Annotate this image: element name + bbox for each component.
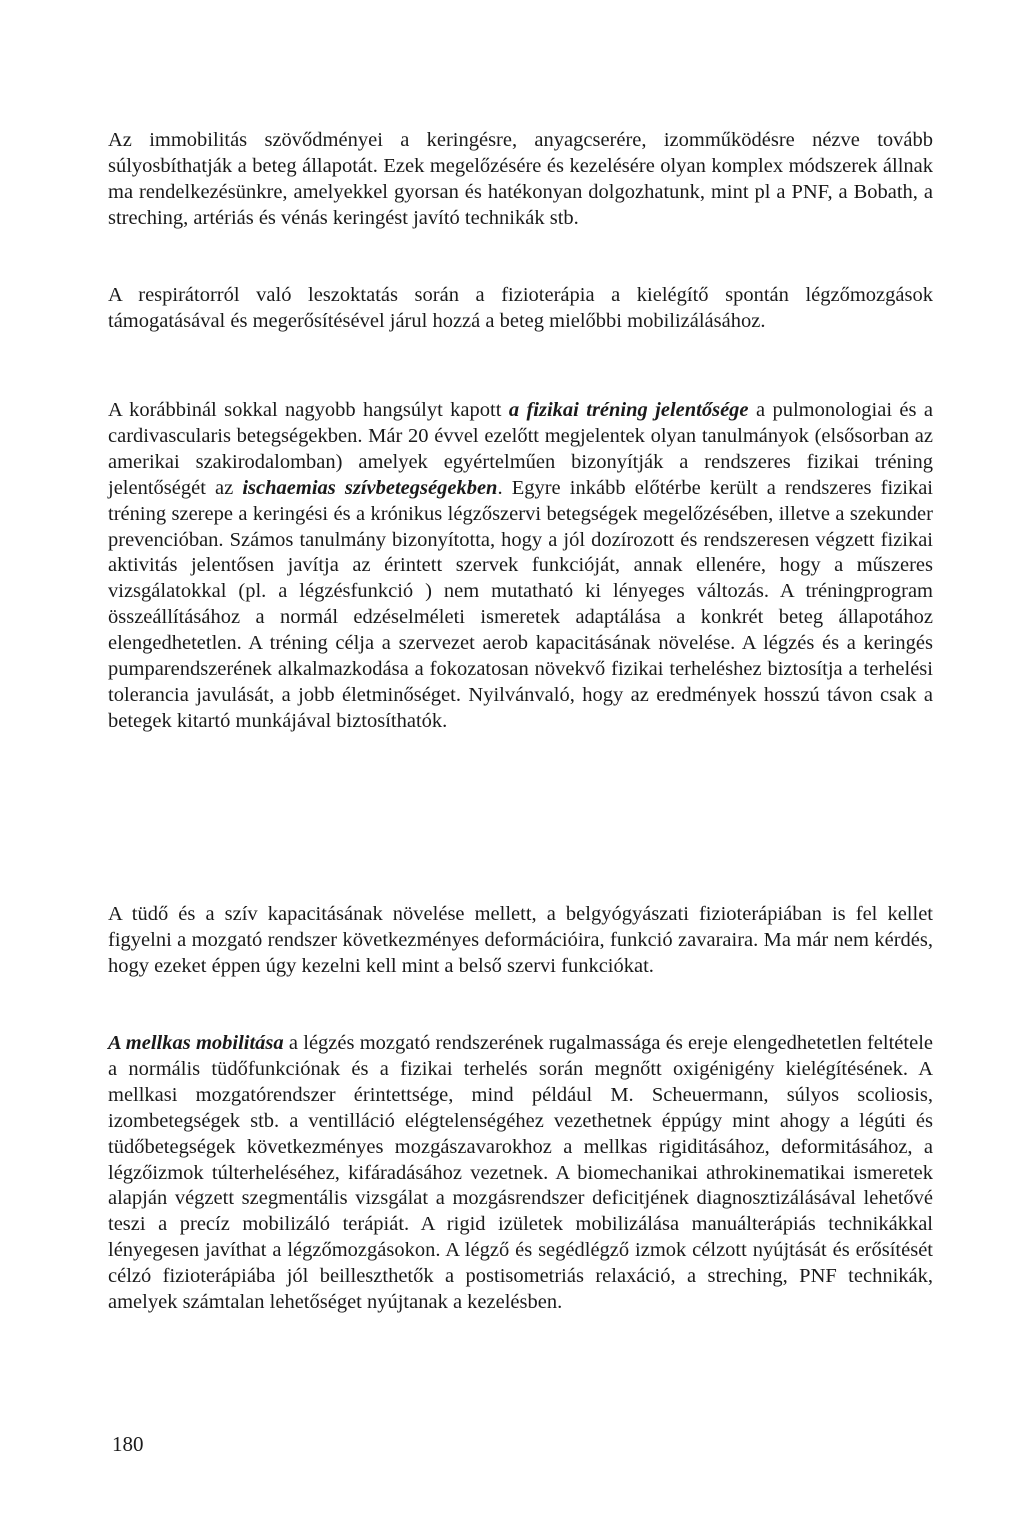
emphasis-ischemic-heart-disease: ischaemias szívbetegségekben: [242, 476, 498, 499]
paragraph-text: . Egyre inkább előtérbe került a rendszeres fizikai tréning szerepe a keringési és a krónikus légzőszervi betegségek megelőzésében, illetve a szekunder prevencióban. Számos tanulmány bizonyította, hogy a jól dozírozott és rendszeresen végzett fizikai aktivitás jelentősen javítja az érintett szervek funkcióját, annak ellenére, hogy a műszeres vizsgálatokkal (pl. a légzésfunkció ) nem mutatható ki lényeges változás. A tréningprogram összeállításához a normál edzéselméleti ismeretek adaptálása a konkrét beteg állapotához elengedhetetlen. A tréning célja a szervezet aerob kapacitásának növelése. A légzés és a keringés pumparendszerének alkalmazkodása a fokozatosan növekvő fizikai terheléshez biztosítja a terhelési tolerancia javulását, a jobb életminőséget. Nyilvánvaló, hogy az eredmények hosszú távon csak a betegek kitartó munkájával biztosíthatók.: [108, 476, 933, 732]
paragraph-respirator-weaning: A respirátorról való leszoktatás során a fizioterápia a kielégítő spontán légzőmozgások támogatásával és megerősítésével járul hozzá a beteg mielőbbi mobilizálásához.: [108, 284, 933, 332]
paragraph-immobility-complications: Az immobilitás szövődményei a keringésre, anyagcserére, izomműködésre nézve tovább súlyosbíthatják a beteg állapotát. Ezek megelőzésére és kezelésére olyan komplex módszerek állnak ma rendelkezésünkre, amelyekkel gyorsan és hatékonyan dolgozhatunk, mint pl a PNF, a Bobath, a streching, artériás és vénás keringést javító technikák stb.: [108, 129, 933, 229]
page-number: 180: [112, 1432, 144, 1456]
paragraph-locomotor-deformities: A tüdő és a szív kapacitásának növelése mellett, a belgyógyászati fizioterápiában is fel kellet figyelni a mozgató rendszer következményes deformációira, funkció zavaraira. Ma már nem kérdés, hogy ezeket éppen úgy kezelni kell mint a belső szervi funkciókat.: [108, 903, 933, 977]
paragraph-chest-mobility: [108, 1031, 933, 1316]
paragraph-text: a légzés mozgató rendszerének rugalmassága és ereje elengedhetetlen feltétele a normális tüdőfunkciónak és a fizikai terhelés során megnőtt oxigénigény kielégítésének. A mellkasi mozgatórendszer érintettsége, mind például M. Scheuermann, súlyos scoliosis, izombetegségek stb. a ventilláció elégtelenségéhez vezethetnek éppúgy mint ahogy a légúti és tüdőbetegségek következményes mozgászavarokhoz a mellkas rigiditásához, deformitásához, a légzőizmok túlterheléséhez, kifáradásához vezetnek. A biomechanikai athrokinematikai ismeretek alapján végzett szegmentális vizsgálat a mozgásrendszer deficitjének diagnosztizálásával lehetővé teszi a precíz mobilizáló terápiát. A rigid izületek mobilizálása manuálterápiás technikákkal lényegesen javíthat a légzőmozgásokon. A légző és segédlégző izmok célzott nyújtását és erősítését célzó fizioterápiába jól beilleszthetők a postisometriás relaxáció, a streching, PNF technikák, amelyek számtalan lehetőséget nyújtanak a kezelésben.: [108, 1032, 933, 1314]
emphasis-chest-mobility: A mellkas mobilitása: [108, 1032, 284, 1054]
emphasis-physical-training-importance: a fizikai tréning jelentősége: [508, 399, 749, 421]
paragraph-physical-training: [108, 398, 933, 735]
paragraph-text: A korábbinál sokkal nagyobb hangsúlyt kapott: [108, 399, 509, 421]
paragraph-text: a pulmonologiai és a cardivascularis betegségekben. Már 20 évvel ezelőtt megjelentek olyan tanulmányok (elsősorban az amerikai szakirodalomban) amelyek egyértelműen bizonyítják a rendszeres fizikai tréning jelentőségét az: [108, 399, 933, 499]
